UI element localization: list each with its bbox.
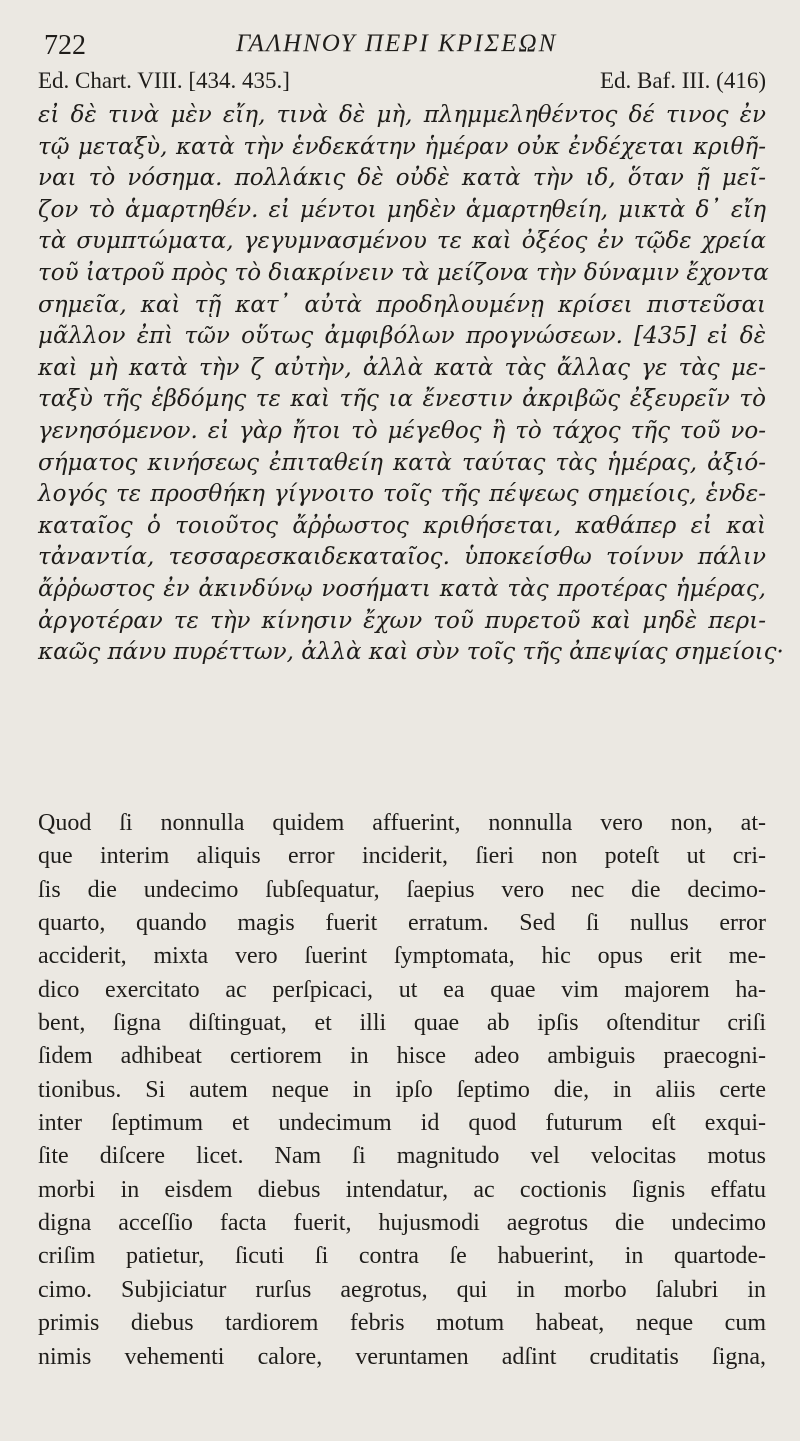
page-number: 722 [44,30,86,61]
latin-text-line: ſis die undecimo ſubſequatur, ſaepius vero nec die decimo- [38,876,766,903]
latin-text-line: digna acceſſio facta fuerit, hujusmodi aegrotus die undecimo [38,1210,766,1237]
greek-text-line: ταξὺ τῆς ἑβδόμης τε καὶ τῆς ια ἔνεστιν ἀκριβῶς ἐξευρεῖν τὸ [38,386,766,413]
edition-chartier: Ed. Chart. VIII. [434. 435.] [38,68,290,93]
latin-text-line: bent, ſigna diſtinguat, et illi quae ab ipſis oſtenditur criſi [38,1010,766,1037]
greek-text-line: καὶ μὴ κατὰ τὴν ζ αὐτὴν, ἀλλὰ κατὰ τὰς ἄλλας γε τὰς με- [38,354,766,381]
greek-text-line: μᾶλλον ἐπὶ τῶν οὕτως ἀμφιβόλων προγνώσεων. [435] εἰ δὲ [38,323,766,350]
latin-text-line: cimo. Subjiciatur rurſus aegrotus, qui in morbo ſalubri in [38,1276,766,1303]
latin-text-line: ſidem adhibeat certiorem in hisce adeo ambiguis praecogni- [38,1043,766,1070]
latin-text-line: Quod ſi nonnulla quidem affuerint, nonnulla vero non, at- [38,810,766,836]
greek-text-line: ἀργοτέραν τε τὴν κίνησιν ἔχων τοῦ πυρετοῦ καὶ μηδὲ περι- [38,607,766,634]
latin-text-line: que interim aliquis error inciderit, ſieri non poteſt ut cri- [38,843,766,870]
greek-text-line: εἰ δὲ τινὰ μὲν εἴη, τινὰ δὲ μὴ, πλημμεληθέντος δέ τινος ἐν [38,102,766,128]
latin-text-line: nimis vehementi calore, veruntamen adſint cruditatis ſigna, [38,1343,766,1370]
latin-text-line: primis diebus tardiorem febris motum habeat, neque cum [38,1310,766,1337]
greek-text-block [38,100,784,669]
greek-text-line: τἀναντία, τεσσαρεσκαιδεκαταῖος. ὑποκείσθω τοίνυν πάλιν [38,544,766,571]
running-title: ΓΑΛΗΝΟΥ ΠΕΡΙ ΚΡΙΣΕΩΝ [236,30,558,57]
greek-text-line: τὰ συμπτώματα, γεγυμνασμένου τε καὶ ὀξέος ἐν τῷδε χρεία [38,228,766,255]
greek-text-line: καταῖος ὁ τοιοῦτος ἄῤῥωστος κριθήσεται, καθάπερ εἰ καὶ [38,512,766,539]
greek-text-line: ζον τὸ ἁμαρτηθέν. εἰ μέντοι μηδὲν ἁμαρτηθείη, μικτὰ δ᾽ εἴη [38,196,766,223]
edition-references [38,68,766,98]
greek-text-line: καῶς πάνυ πυρέττων, ἀλλὰ καὶ σὺν τοῖς τῆς ἀπεψίας σημείοις· [38,639,784,666]
greek-text-line: τῷ μεταξὺ, κατὰ τὴν ἑνδεκάτην ἡμέραν οὐκ ἐνδέχεται κριθῆ- [38,133,766,160]
page-header [36,24,766,64]
latin-text-line: inter ſeptimum et undecimum id quod futurum eſt exqui- [38,1110,766,1137]
greek-text-line: τοῦ ἰατροῦ πρὸς τὸ διακρίνειν τὰ μείζονα τὴν δύναμιν ἔχοντα [38,259,769,286]
greek-text-line: λογός τε προσθήκη γίγνοιτο τοῖς τῆς πέψεως σημείοις, ἑνδε- [38,481,766,508]
latin-text-line: ſite diſcere licet. Nam ſi magnitudo vel velocitas motus [38,1143,766,1170]
latin-text-block [38,807,766,1374]
greek-text-line: γενησόμενον. εἰ γὰρ ἤτοι τὸ μέγεθος ἢ τὸ τάχος τῆς τοῦ νο- [38,417,766,444]
latin-text-line: morbi in eisdem diebus intendatur, ac coctionis ſignis effatu [38,1176,766,1203]
latin-text-line: dico exercitato ac perſpicaci, ut ea quae vim majorem ha- [38,976,766,1003]
latin-text-line: tionibus. Si autem neque in ipſo ſeptimo die, in aliis certe [38,1076,766,1103]
greek-text-line: σημεῖα, καὶ τῇ κατ᾽ αὐτὰ προδηλουμένῃ κρίσει πιστεῦσαι [38,291,766,318]
latin-text-line: criſim patietur, ſicuti ſi contra ſe habuerint, in quartode- [38,1243,766,1270]
greek-text-line: ἄῤῥωστος ἐν ἀκινδύνῳ νοσήματι κατὰ τὰς προτέρας ἡμέρας, [38,575,766,602]
greek-text-line: σήματος κινήσεως ἐπιταθείη κατὰ ταύτας τὰς ἡμέρας, ἀξιό- [38,449,766,476]
latin-text-line: quarto, quando magis fuerit erratum. Sed ſi nullus error [38,910,766,937]
greek-text-line: ναι τὸ νόσημα. πολλάκις δὲ οὐδὲ κατὰ τὴν ιδ, ὅταν ῇ μεῖ- [38,165,766,192]
latin-text-line: acciderit, mixta vero ſuerint ſymptomata, hic opus erit me- [38,943,766,970]
edition-basel: Ed. Baf. III. (416) [599,68,766,93]
